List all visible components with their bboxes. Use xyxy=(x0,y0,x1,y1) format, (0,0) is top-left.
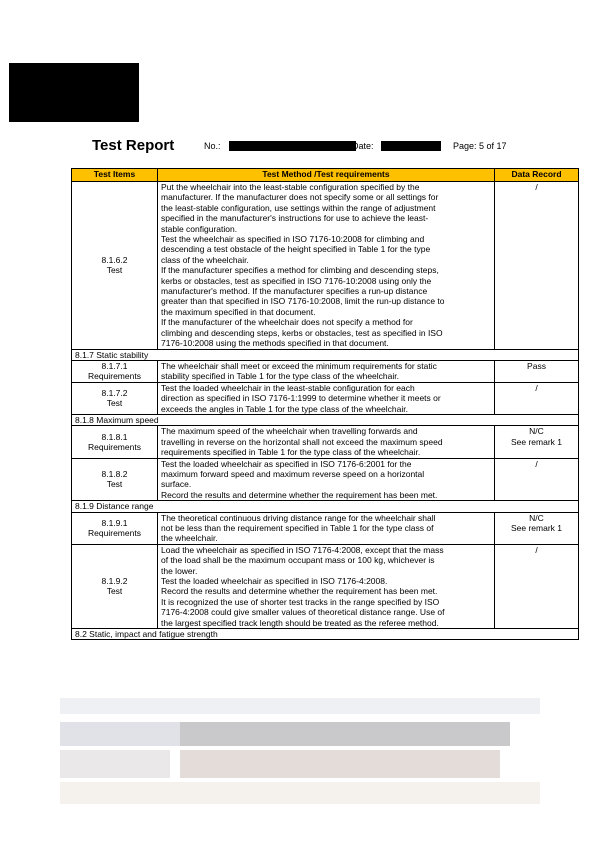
test-item-cell-line: 8.1.8.1 xyxy=(101,431,128,442)
test-method-cell-line: maximum forward speed and maximum reverse speed on a horizontal xyxy=(161,468,425,479)
test-method-cell-line: If the manufacturer of the wheelchair does not specify a method for xyxy=(161,317,413,328)
test-method-cell-line: the wheelchair. xyxy=(161,533,218,544)
page-number: Page: 5 of 17 xyxy=(453,141,507,151)
test-method-cell-line: It is recognized the use of shorter test tracks in the range specified by ISO xyxy=(161,596,440,607)
data-record-cell xyxy=(495,458,579,501)
test-method-cell-line: class of the wheelchair. xyxy=(161,254,249,265)
report-title: Test Report xyxy=(92,137,175,154)
test-method-cell-line: Test the wheelchair as specified in ISO 7176-10:2008 for climbing and xyxy=(161,234,425,245)
test-item-cell-line: Test xyxy=(106,479,123,490)
test-method-cell-line: the lower. xyxy=(161,565,198,576)
test-method-cell-line: The theoretical continuous driving distance range for the wheelchair shall xyxy=(161,512,436,523)
test-item-cell-line: 8.1.9.1 xyxy=(101,517,128,528)
test-method-cell xyxy=(158,182,495,350)
table-row xyxy=(72,182,579,350)
section-label: 8.2 Static, impact and fatigue strength xyxy=(72,629,579,640)
test-item-cell-line: Requirements xyxy=(88,371,141,382)
test-item-cell xyxy=(72,458,158,501)
test-method-cell-line: not be less than the requirement specified in Table 1 for the type class of xyxy=(161,523,434,533)
data-record-cell-line: N/C xyxy=(529,426,544,437)
data-record-cell-line: See remark 1 xyxy=(510,436,563,447)
test-method-cell-line: of the load shall be the maximum occupant mass or 100 kg, whichever is xyxy=(161,555,435,566)
data-record-cell xyxy=(495,360,579,382)
section-row xyxy=(72,629,579,640)
test-method-cell xyxy=(158,458,495,501)
test-method-cell-line: Record the results and determine whether the requirement has been met. xyxy=(161,586,438,597)
table-row xyxy=(72,382,579,414)
data-record-cell-line: / xyxy=(535,182,538,192)
test-item-cell-line: Test xyxy=(106,586,123,597)
data-record-cell-line: / xyxy=(535,458,538,469)
test-method-cell-line: the maximum specified in that document. xyxy=(161,306,316,317)
test-item-cell xyxy=(72,426,158,458)
test-method-cell-line: direction as specified in ISO 7176-1:1999 to determine whether it meets or xyxy=(161,393,441,404)
section-row xyxy=(72,349,579,360)
table-row xyxy=(72,544,579,628)
test-method-cell-line: the least-stable configuration, use settings within the range of adjustment xyxy=(161,202,436,213)
data-record-cell-line: N/C xyxy=(529,512,544,523)
data-record-cell xyxy=(495,512,579,544)
test-item-cell-line: Requirements xyxy=(88,528,141,539)
column-header-test-items: Test Items xyxy=(72,169,158,182)
test-method-cell-line: stability specified in Table 1 for the type class of the wheelchair. xyxy=(161,371,399,382)
data-record-cell-line: / xyxy=(535,382,538,393)
test-method-cell-line: specified in the manufacturer's instructions for use to achieve the least- xyxy=(161,213,429,224)
test-method-cell-line: surface. xyxy=(161,479,192,490)
test-item-cell xyxy=(72,512,158,544)
test-method-cell-line: 7176-4:2008 could give smaller values of theoretical distance range. Use of xyxy=(161,607,445,618)
data-record-cell-line: See remark 1 xyxy=(510,523,563,533)
test-method-cell-line: Test the loaded wheelchair in the least-stable configuration for each xyxy=(161,382,415,393)
data-record-cell xyxy=(495,544,579,628)
test-method-cell-line: Test the loaded wheelchair as specified in ISO 7176-6:2001 for the xyxy=(161,458,412,469)
redacted-report-number xyxy=(229,141,356,151)
data-record-cell-line: / xyxy=(535,544,538,555)
section-label: 8.1.8 Maximum speed xyxy=(72,414,579,425)
table-row xyxy=(72,458,579,501)
section-label: 8.1.7 Static stability xyxy=(72,349,579,360)
date-label: Date: xyxy=(352,141,374,151)
test-method-cell-line: greater than that specified in ISO 7176-10:2008, limit the run-up distance to xyxy=(161,296,445,307)
test-method-cell-line: manufacturer. If the manufacturer does not specify some or all settings for xyxy=(161,192,439,203)
test-item-cell xyxy=(72,360,158,382)
test-method-cell-line: Put the wheelchair into the least-stable configuration specified by the xyxy=(161,182,420,192)
test-method-cell xyxy=(158,426,495,458)
test-method-cell-line: manufacturer's method. If the manufacturer specifies a run-up distance xyxy=(161,286,428,297)
test-item-cell xyxy=(72,544,158,628)
test-method-cell xyxy=(158,512,495,544)
table-body xyxy=(72,182,579,640)
section-label: 8.1.9 Distance range xyxy=(72,501,579,512)
test-item-cell xyxy=(72,182,158,350)
column-header-data-record: Data Record xyxy=(495,169,579,182)
test-method-cell xyxy=(158,544,495,628)
data-record-cell xyxy=(495,426,579,458)
test-method-cell xyxy=(158,382,495,414)
test-item-cell-line: 8.1.8.2 xyxy=(101,468,128,479)
test-method-cell-line: Load the wheelchair as specified in ISO 7176-4:2008, except that the mass xyxy=(161,544,444,555)
section-row xyxy=(72,501,579,512)
redacted-logo xyxy=(9,63,139,122)
test-method-cell-line: descending a test obstacle of the height specified in Table 1 for the type xyxy=(161,244,431,255)
test-item-cell-line: Test xyxy=(106,398,123,409)
test-method-cell-line: stable configuration. xyxy=(161,223,238,234)
data-record-cell xyxy=(495,182,579,350)
test-item-cell xyxy=(72,382,158,414)
blurred-content xyxy=(60,690,540,810)
test-method-cell-line: the largest specified track length should be treated as the referee method. xyxy=(161,617,439,628)
table-header-row xyxy=(72,169,579,182)
test-item-cell-line: Test xyxy=(106,265,123,276)
table-row xyxy=(72,360,579,382)
report-number-label: No.: xyxy=(204,141,221,151)
test-report-table xyxy=(71,168,579,640)
test-method-cell-line: travelling in reverse on the horizontal shall not exceed the maximum speed xyxy=(161,436,443,447)
test-method-cell xyxy=(158,360,495,382)
test-item-cell-line: 8.1.9.2 xyxy=(101,576,128,587)
test-method-cell-line: The wheelchair shall meet or exceed the minimum requirements for static xyxy=(161,360,437,371)
report-header xyxy=(92,137,562,157)
test-item-cell-line: Requirements xyxy=(88,441,141,452)
column-header-test-method: Test Method /Test requirements xyxy=(158,169,495,182)
test-method-cell-line: climbing and descending steps, kerbs or obstacles, test as specified in ISO xyxy=(161,327,443,338)
table-row xyxy=(72,426,579,458)
test-method-cell-line: Record the results and determine whether the requirement has been met. xyxy=(161,489,438,500)
section-row xyxy=(72,414,579,425)
test-method-cell-line: kerbs or obstacles, test as specified in ISO 7176-10:2008 using only the xyxy=(161,275,432,286)
test-item-cell-line: 8.1.7.2 xyxy=(101,387,128,398)
table-row xyxy=(72,512,579,544)
test-method-cell-line: The maximum speed of the wheelchair when travelling forwards and xyxy=(161,426,418,437)
test-method-cell-line: exceeds the angles in Table 1 for the type class of the wheelchair. xyxy=(161,403,408,414)
data-record-cell-line: Pass xyxy=(527,360,546,371)
test-method-cell-line: requirements specified in Table 1 for the type class of the wheelchair. xyxy=(161,447,421,458)
test-item-cell-line: 8.1.7.1 xyxy=(101,360,128,371)
test-method-cell-line: 7176-10:2008 using the methods specified in that document. xyxy=(161,338,389,349)
test-item-cell-line: 8.1.6.2 xyxy=(101,254,128,265)
data-record-cell xyxy=(495,382,579,414)
test-method-cell-line: Test the loaded wheelchair as specified in ISO 7176-4:2008. xyxy=(161,576,388,587)
test-method-cell-line: If the manufacturer specifies a method for climbing and descending steps, xyxy=(161,265,439,276)
redacted-date xyxy=(381,141,441,151)
